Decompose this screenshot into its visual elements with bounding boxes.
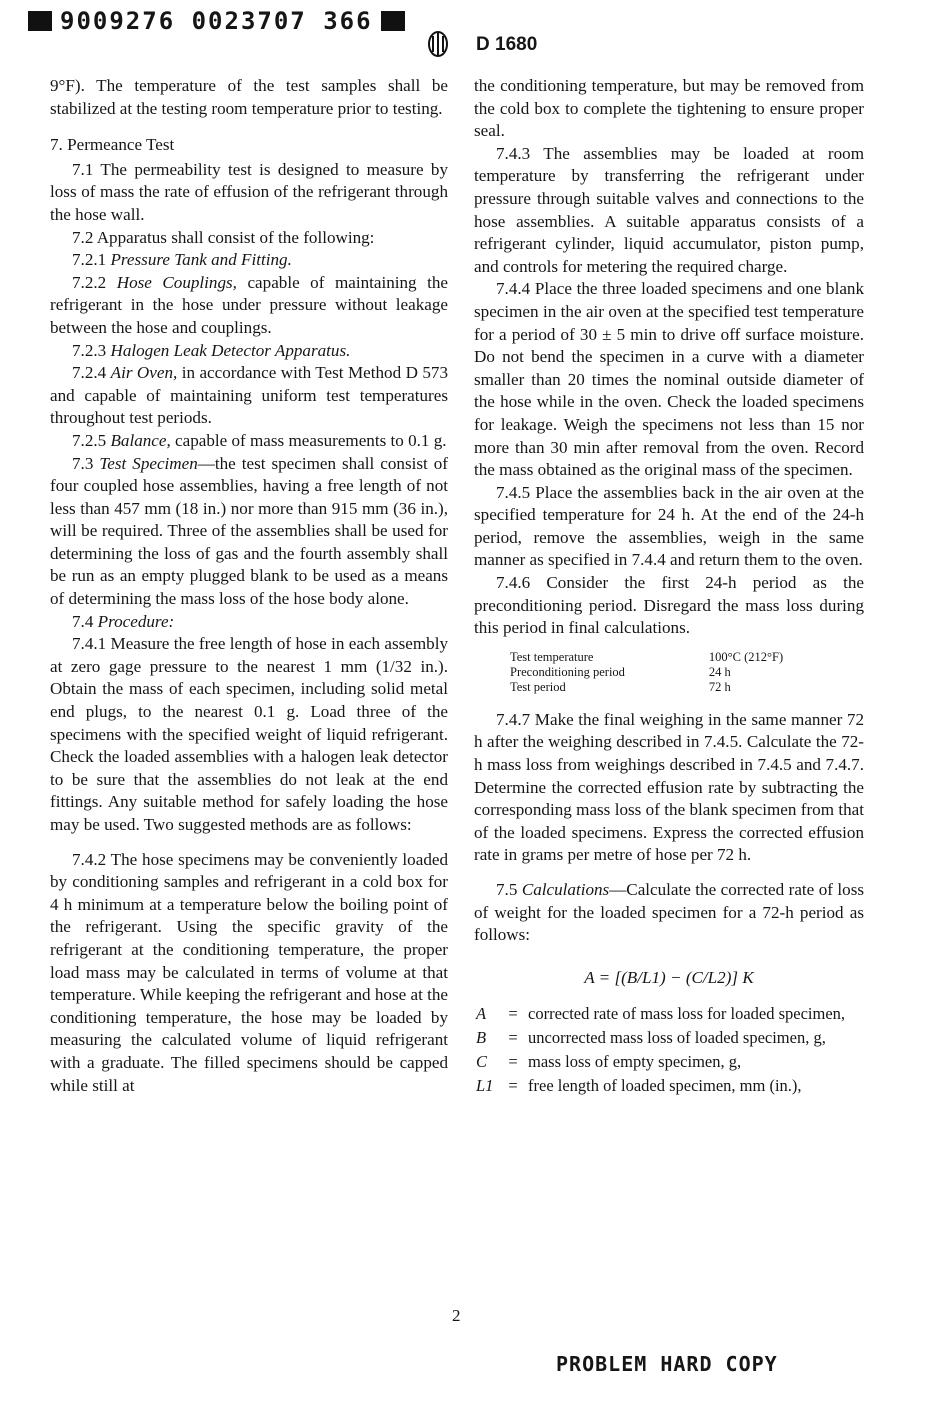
- clause-title: Air Oven,: [110, 363, 178, 383]
- clause-number: 7.2.5: [72, 430, 107, 450]
- astm-logo-icon: [418, 30, 458, 58]
- clause-number: 7.2.3: [72, 340, 107, 360]
- definition-symbol: A: [476, 1004, 487, 1024]
- paragraph: the conditioning temperature, but may be removed from the cold box to complete the tightening to ensure proper seal.: [474, 76, 864, 141]
- barcode-text: 9009276 0023707 366: [60, 7, 373, 35]
- definition-text: mass loss of empty specimen, g,: [528, 1052, 742, 1072]
- standard-number: D 1680: [476, 34, 538, 55]
- barcode-block-left: [28, 11, 52, 31]
- paragraph: 7.2 Apparatus shall consist of the following:: [72, 227, 375, 247]
- table-label: Test period: [510, 679, 566, 694]
- clause-title: Balance,: [110, 430, 171, 450]
- paragraph: [50, 340, 448, 363]
- definitions-list: [474, 1001, 847, 1099]
- definition-equals: =: [508, 1052, 518, 1072]
- clause-text: capable of maintaining the refrigerant in the hose under pressure without leakage between the hose and couplings.: [50, 272, 448, 337]
- clause-title: Test Specimen: [99, 453, 198, 473]
- definition-symbol: L1: [476, 1076, 494, 1096]
- definition-equals: =: [508, 1076, 518, 1096]
- paragraph: 7.4.1 Measure the free length of hose in each assembly at zero gage pressure to the nearest 1 mm (1/32 in.). Obtain the mass of each specimen, including solid metal end plugs, to the nearest 0.1 g. Load three of the specimens with the specified weight of liquid refrigerant. Check the loaded assemblies with a halogen leak detector to be sure that the assemblies do not leak at the end fittings. Any suitable method for safely loading the hose may be used. Two suggested methods are as follows:: [50, 634, 448, 834]
- section-heading-text: 7. Permeance Test: [50, 135, 175, 155]
- barcode-block-right: [381, 11, 405, 31]
- clause-title: Hose Couplings,: [116, 272, 237, 292]
- clause-title: Pressure Tank and Fitting.: [110, 250, 292, 270]
- definition-row: [476, 1027, 845, 1049]
- clause-text: —the test specimen shall consist of four coupled hose assemblies, having a free length of not less than 457 mm (18 in.) nor more than 915 mm (36 in.), will be required. Three of the assemblies shall be used for determining the loss of gas and the fourth assembly shall be run as an empty plugged blank to be used as a means of determining the mass loss of the hose body alone.: [50, 453, 448, 609]
- problem-hard-copy-stamp: PROBLEM HARD COPY: [556, 1352, 778, 1376]
- clause-text: —Calculate the corrected rate of loss of weight for the loaded specimen for a 72-h period as follows:: [474, 880, 864, 945]
- clause-number: 7.5: [496, 880, 518, 899]
- definition-symbol: B: [476, 1028, 487, 1048]
- table-label: Preconditioning period: [510, 664, 625, 679]
- table-value: 24 h: [708, 664, 731, 679]
- table-value: 72 h: [708, 679, 731, 694]
- definition-equals: =: [508, 1004, 518, 1024]
- paragraph: 9°F). The temperature of the test samples shall be stabilized at the testing room temperature prior to testing.: [50, 76, 448, 118]
- paragraph: [50, 362, 448, 430]
- page-number: 2: [452, 1306, 461, 1325]
- definition-text: uncorrected mass loss of loaded specimen, g,: [528, 1028, 826, 1048]
- left-column: [50, 75, 448, 1097]
- paragraph: 7.4.6 Consider the first 24-h period as the preconditioning period. Disregard the mass loss during this period in final calculations.: [474, 573, 864, 638]
- clause-title: Halogen Leak Detector Apparatus.: [110, 340, 351, 360]
- clause-number: 7.2.1: [72, 250, 107, 270]
- paragraph: 7.1 The permeability test is designed to measure by loss of mass the rate of effusion of the refrigerant through the hose wall.: [50, 159, 448, 224]
- clause-title: Calculations: [521, 880, 610, 899]
- right-column: [474, 75, 864, 1099]
- clause-number: 7.3: [72, 453, 94, 473]
- definition-text: free length of loaded specimen, mm (in.),: [528, 1076, 802, 1096]
- clause-text: in accordance with Test Method D 573 and capable of maintaining uniform test temperatures throughout test periods.: [50, 363, 448, 428]
- section-heading: [50, 134, 448, 157]
- clause-number: 7.2.2: [72, 272, 107, 292]
- clause-number: 7.4: [72, 611, 94, 631]
- table-row: [510, 680, 783, 695]
- clause-text: capable of mass measurements to 0.1 g.: [175, 430, 447, 450]
- paragraph: [50, 430, 448, 453]
- definition-row: [476, 1003, 845, 1025]
- paragraph: 7.4.7 Make the final weighing in the same manner 72 h after the weighing described in 7.4.5. Calculate the 72-h mass loss from weighings described in 7.4.5 and 7.4.7. Determine the corrected effusion rate by subtracting the corresponding mass loss of the blank specimen from that of the loaded specimens. Express the corrected effusion rate in grams per metre of hose per 72 h.: [474, 709, 864, 865]
- paragraph: 7.4.5 Place the assemblies back in the air oven at the specified temperature for 24 h. At the end of the 24-h period, remove the assemblies, weigh in the same manner as specified in 7.4.4 and return them to the oven.: [474, 482, 864, 570]
- paragraph: [50, 249, 448, 272]
- paragraph: 7.4.2 The hose specimens may be conveniently loaded by conditioning samples and refrigerant in a cold box for 4 h minimum at a temperature below the boiling point of the refrigerant. Using the specific gravity of the refrigerant at the conditioning temperature, the proper load mass may be calculated in terms of volume at that temperature. While keeping the refrigerant and hose at the conditioning temperature, the hose may be loaded by measuring the calculated volume of liquid refrigerant with a graduate. The filled specimens should be capped while still at: [50, 849, 448, 1095]
- definition-row: [476, 1075, 845, 1097]
- paragraph: [50, 453, 448, 611]
- paragraph: 7.4.3 The assemblies may be loaded at room temperature by transferring the refrigerant under pressure through suitable valves and connections to the hose assemblies. A suitable apparatus consists of a refrigerant cylinder, liquid accumulator, piston pump, and controls for metering the required charge.: [474, 143, 864, 276]
- definition-symbol: C: [476, 1052, 488, 1072]
- paragraph: [50, 272, 448, 340]
- clause-title: Procedure:: [97, 611, 175, 631]
- paragraph: 7.4.4 Place the three loaded specimens and one blank specimen in the air oven at the specified test temperature for a period of 30 ± 5 min to drive off surface moisture. Do not bend the specimen in a curve with a diameter smaller than 20 times the nominal outside diameter of the hose while in the oven. Check the loaded specimens for leakage. Weigh the specimens not less than 15 nor more than 30 min after removal from the oven. Record the mass obtained as the original mass of the specimen.: [474, 279, 864, 480]
- paragraph: [474, 879, 864, 947]
- definition-text: corrected rate of mass loss for loaded specimen,: [528, 1004, 846, 1024]
- table-label: Test temperature: [510, 649, 594, 664]
- definition-equals: =: [508, 1028, 518, 1048]
- conditions-table: [510, 650, 783, 695]
- clause-number: 7.2.4: [72, 363, 107, 383]
- table-row: [510, 650, 783, 665]
- table-value: 100°C (212°F): [708, 649, 784, 664]
- barcode-header: [28, 6, 398, 35]
- definition-row: [476, 1051, 845, 1073]
- equation: A = [(B/L1) − (C/L2)] K: [584, 967, 754, 987]
- paragraph: [50, 611, 448, 634]
- table-row: [510, 665, 783, 680]
